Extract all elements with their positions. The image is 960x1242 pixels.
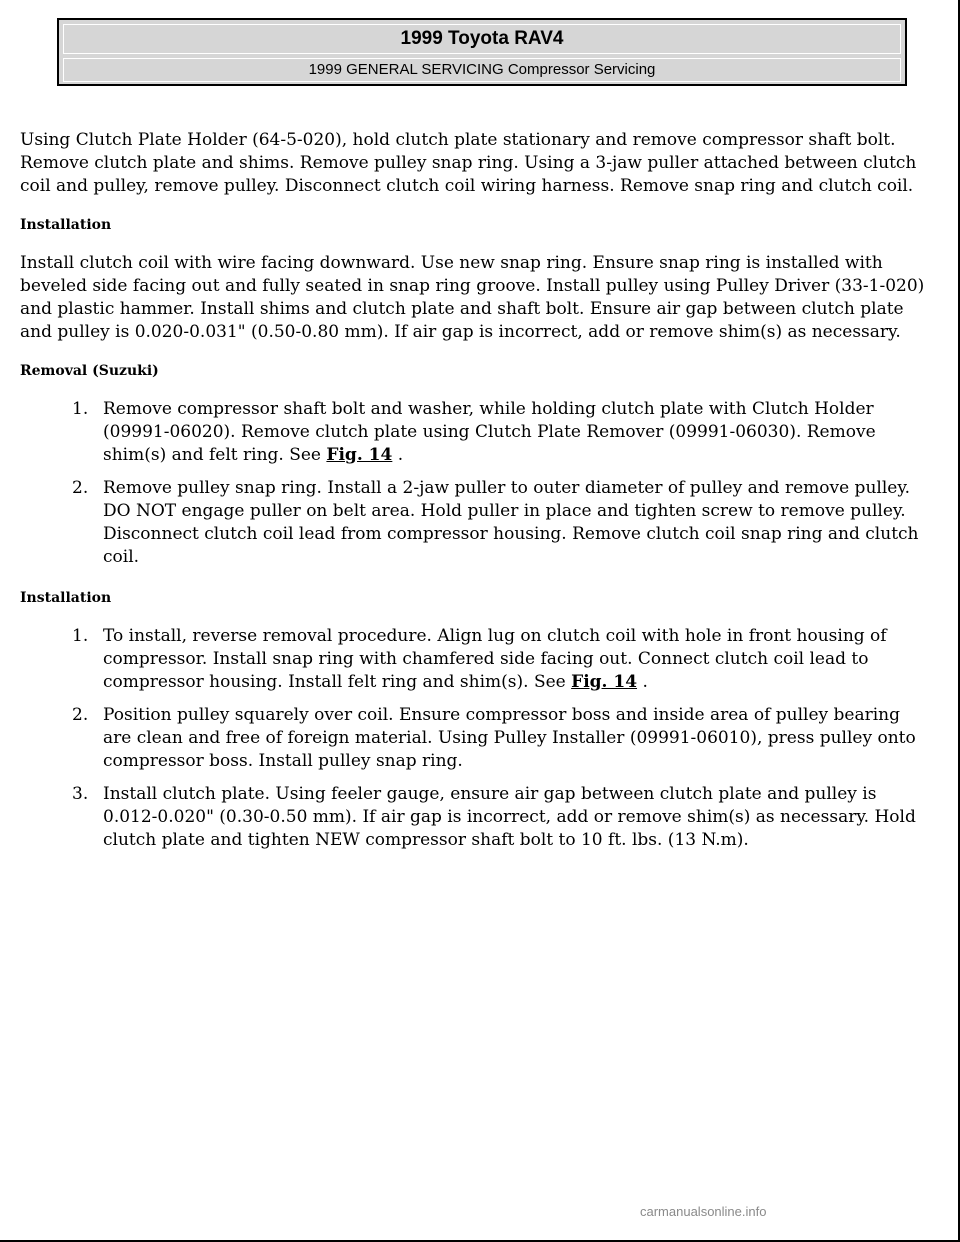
- step-number: 1.: [72, 399, 89, 419]
- installation-paragraph: Install clutch coil with wire facing downward. Use new snap ring. Ensure snap ring is installed with beveled side facing out and fully seated in snap ring groove. Install pulley using Pulley Driver (33-1-020) and plastic hammer. Install shims and clutch plate and shaft bolt. Ensure air gap between clutch plate and pulley is 0.020-0.031" (0.50-0.80 mm). If air gap is incorrect, add or remove shim(s) as necessary.: [20, 253, 925, 342]
- step-text: Remove pulley snap ring. Install a 2-jaw puller to outer diameter of pulley and remove pulley. DO NOT engage puller on belt area. Hold puller in place and tighten screw to remove pulley. Disconnect clutch coil lead from compressor housing. Remove clutch coil snap ring and clutch coil.: [103, 478, 919, 567]
- step-number: 3.: [72, 784, 89, 804]
- removal-suzuki-heading: Removal (Suzuki): [20, 363, 159, 379]
- list-item: [20, 625, 925, 694]
- installation-suzuki-heading: Installation: [20, 590, 112, 606]
- step-text: Position pulley squarely over coil. Ensure compressor boss and inside area of pulley bearing are clean and free of foreign material. Using Pulley Installer (09991-06010), press pulley onto compressor boss. Install pulley snap ring.: [103, 705, 916, 771]
- document-body: [20, 129, 925, 872]
- fig-14-link[interactable]: Fig. 14: [326, 445, 393, 465]
- step-number: 1.: [72, 626, 89, 646]
- list-item: [20, 477, 925, 569]
- step-tail: .: [637, 672, 648, 692]
- header-subtitle: 1999 GENERAL SERVICING Compressor Servicing: [63, 58, 901, 82]
- document-header: [57, 18, 907, 86]
- step-tail: .: [392, 445, 404, 465]
- fig-14-link[interactable]: Fig. 14: [571, 672, 638, 692]
- installation-heading: Installation: [20, 217, 112, 233]
- site-watermark: carmanualsonline.info: [640, 1204, 767, 1219]
- step-text: To install, reverse removal procedure. Align lug on clutch coil with hole in front housing of compressor. Install snap ring with chamfered side facing out. Connect clutch coil lead to compressor housing. Install felt ring and shim(s). See: [103, 626, 887, 692]
- step-text: Install clutch plate. Using feeler gauge, ensure air gap between clutch plate and pulley is 0.012-0.020" (0.30-0.50 mm). If air gap is incorrect, add or remove shim(s) as necessary. Hold clutch plate and tighten NEW compressor shaft bolt to 10 ft. lbs. (13 N.m).: [103, 784, 916, 850]
- removal-steps-list: [20, 398, 925, 569]
- step-number: 2.: [72, 478, 89, 498]
- list-item: [20, 398, 925, 467]
- list-item: [20, 783, 925, 852]
- list-item: [20, 704, 925, 773]
- installation-steps-list: [20, 625, 925, 852]
- step-number: 2.: [72, 705, 89, 725]
- header-title: 1999 Toyota RAV4: [63, 24, 901, 54]
- intro-paragraph: Using Clutch Plate Holder (64-5-020), hold clutch plate stationary and remove compressor shaft bolt. Remove clutch plate and shims. Remove pulley snap ring. Using a 3-jaw puller attached between clutch coil and pulley, remove pulley. Disconnect clutch coil wiring harness. Remove snap ring and clutch coil.: [20, 130, 917, 196]
- step-text: Remove compressor shaft bolt and washer, while holding clutch plate with Clutch Holder (09991-06020). Remove clutch plate using Clutch Plate Remover (09991-06030). Remove shim(s) and felt ring. See: [103, 399, 876, 465]
